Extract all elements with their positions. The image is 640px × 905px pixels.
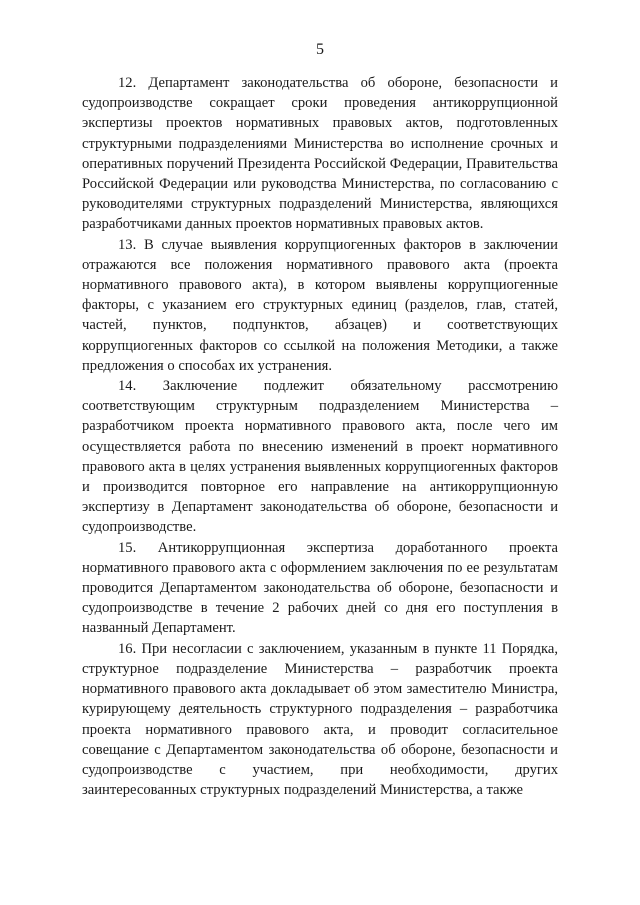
paragraph-13: 13. В случае выявления коррупциогенных факторов в заключении отражаются все положения нормативного правового акта (проекта нормативного правового акта), в котором выявлены коррупциогенные факторы, с указанием его структурных единиц (разделов, глав, статей, частей, пунктов, подпунктов, абзацев) и соответствующих коррупциогенных факторов со ссылкой на положения Методики, а также предложения о способах их устранения. <box>82 236 558 374</box>
paragraph-14: 14. Заключение подлежит обязательному рассмотрению соответствующим структурным подразделением Министерства – разработчиком проекта нормативного правового акта, после чего им осуществляется работа по внесению изменений в проект нормативного правового акта в целях устранения выявленных коррупциогенных факторов и производится повторное его направление на антикоррупционную экспертизу в Департамент законодательства об обороне, безопасности и судопроизводстве. <box>82 378 558 536</box>
document-body <box>82 73 558 800</box>
paragraph-16: 16. При несогласии с заключением, указанным в пункте 11 Порядка, структурное подразделение Министерства – разработчик проекта нормативного правового акта докладывает об этом заместителю Министра, курирующему деятельность структурного подразделения – разработчика проекта нормативного правового акта, и проводит согласительное совещание с Департаментом законодательства об обороне, безопасности и судопроизводстве с участием, при необходимости, других заинтересованных структурных подразделений Министерства, а также <box>82 640 558 799</box>
page-number: 5 <box>316 41 324 58</box>
paragraph-12: 12. Департамент законодательства об обороне, безопасности и судопроизводстве сокращает сроки проведения антикоррупционной экспертизы проектов нормативных правовых актов, подготовленных структурными подразделениями Министерства во исполнение срочных и оперативных поручений Президента Российской Федерации, Правительства Российской Федерации или руководства Министерства, по согласованию с руководителями структурных подразделений Министерства, являющихся разработчиками данных проектов нормативных правовых актов. <box>82 75 558 233</box>
paragraph-15: 15. Антикоррупционная экспертиза доработанного проекта нормативного правового акта с оформлением заключения по ее результатам проводится Департаментом законодательства об обороне, безопасности и судопроизводстве в течение 2 рабочих дней со дня его поступления в названный Департамент. <box>82 539 558 637</box>
